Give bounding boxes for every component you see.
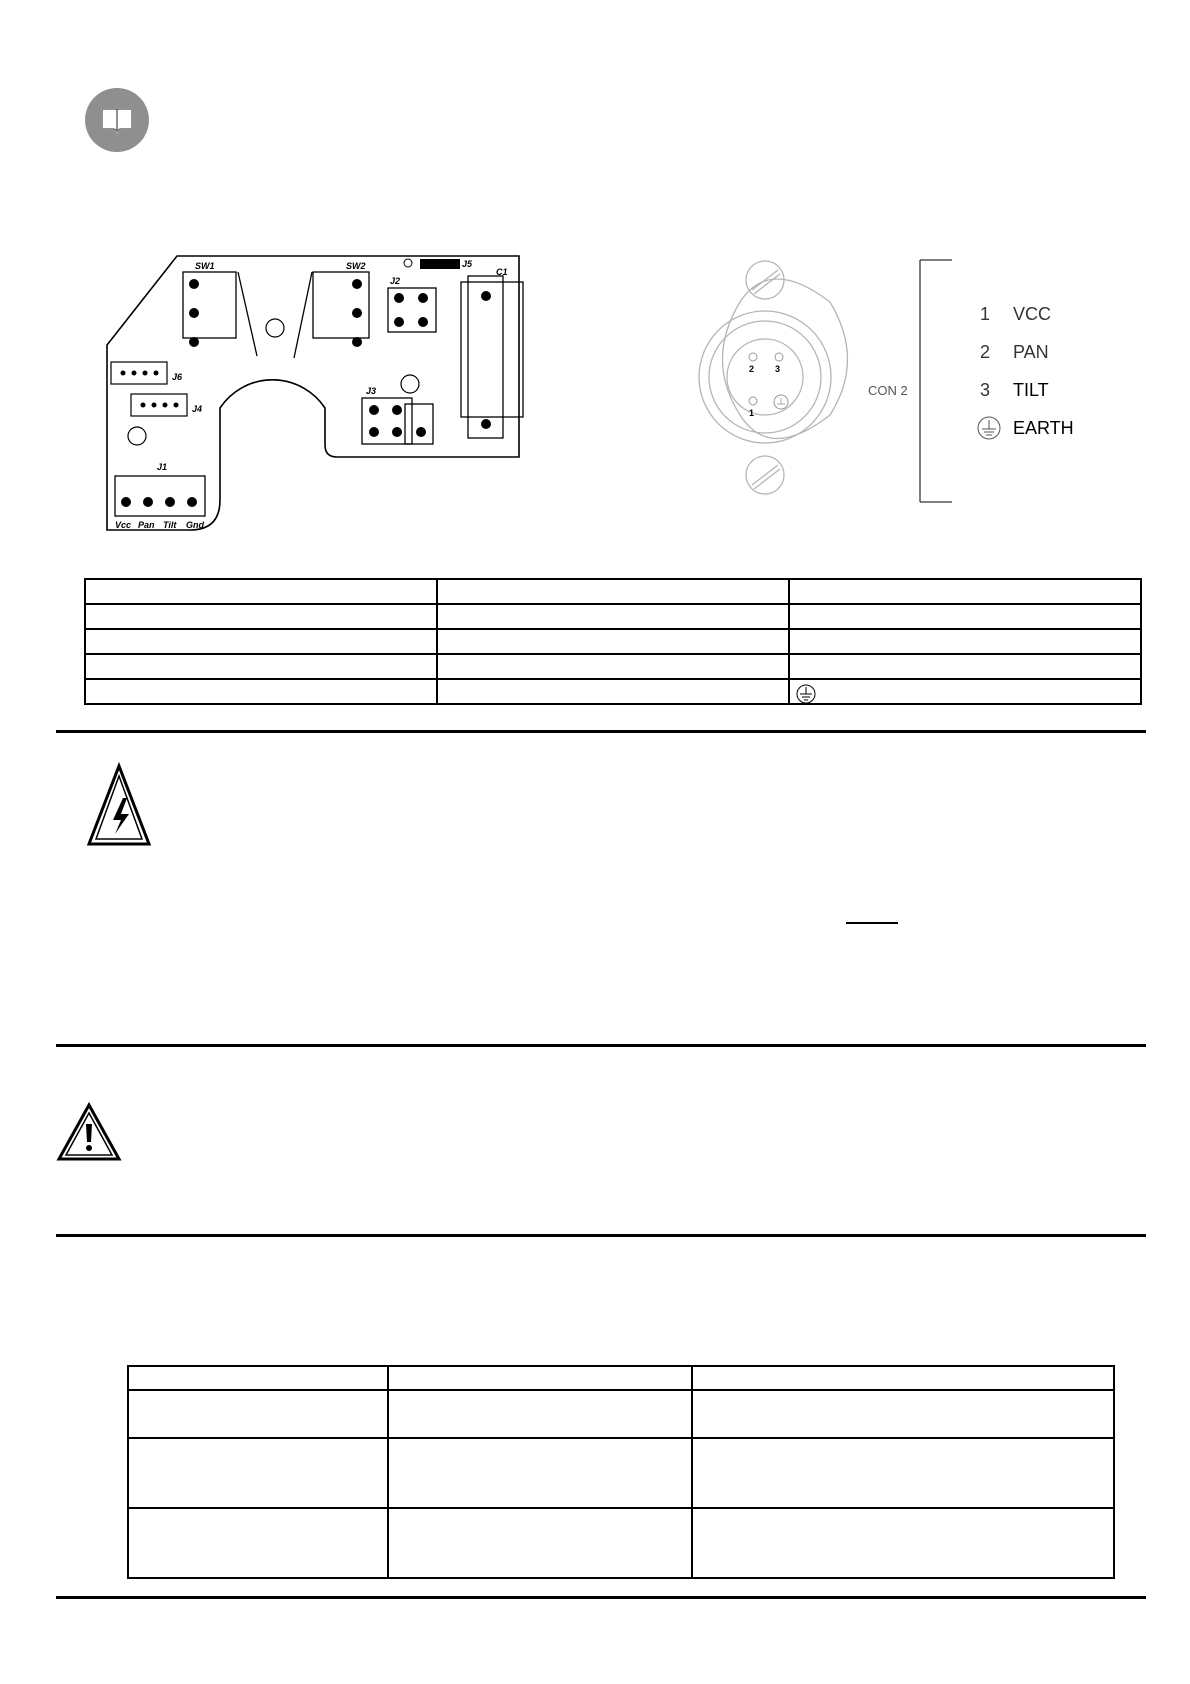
wiring-table-row — [85, 604, 1141, 629]
exclamation-warning-icon — [56, 1102, 122, 1162]
legend-num-3: 3 — [980, 380, 991, 400]
legend-num-2: 2 — [980, 342, 991, 362]
sw2-label: SW2 — [346, 261, 366, 271]
wiring-table-cell — [85, 654, 437, 679]
spec-table-cell — [692, 1366, 1114, 1390]
wiring-table-cell — [789, 579, 1141, 604]
wiring-table-cell — [85, 679, 437, 704]
legend-name-vcc: VCC — [1013, 304, 1052, 324]
pcb-diagram — [95, 250, 555, 540]
spec-table-row — [128, 1390, 1114, 1438]
section-divider — [56, 1234, 1146, 1237]
legend-name-earth: EARTH — [1013, 418, 1074, 438]
spec-table-cell — [388, 1366, 692, 1390]
wiring-table-cell — [789, 629, 1141, 654]
wiring-table-cell — [85, 604, 437, 629]
earth-ground-icon — [978, 417, 1000, 439]
spec-table-row — [128, 1438, 1114, 1508]
spec-table-cell — [388, 1390, 692, 1438]
j1-label: J1 — [157, 462, 168, 472]
section-divider — [56, 730, 1146, 733]
connector-diagram — [680, 250, 1100, 510]
wiring-table-cell — [85, 579, 437, 604]
legend-num-1: 1 — [980, 304, 991, 324]
legend-name-pan: PAN — [1013, 342, 1049, 362]
sw1-label: SW1 — [195, 261, 215, 271]
spec-table-cell — [128, 1508, 388, 1578]
j6-label: J6 — [172, 372, 183, 382]
section-divider — [56, 1044, 1146, 1047]
j1-pin-pan: Pan — [138, 520, 155, 530]
j1-pin-tilt: Tilt — [163, 520, 177, 530]
wiring-table-row — [85, 654, 1141, 679]
spec-table-row — [128, 1508, 1114, 1578]
j5-label: J5 — [462, 259, 473, 269]
wiring-table-row — [85, 629, 1141, 654]
wiring-table-row — [85, 579, 1141, 604]
spec-table-cell — [128, 1390, 388, 1438]
spec-table-cell — [128, 1366, 388, 1390]
wiring-table-cell — [789, 654, 1141, 679]
earth-ground-icon — [796, 684, 816, 704]
wiring-table-cell — [437, 679, 789, 704]
wiring-table — [84, 578, 1142, 705]
wiring-table-cell — [437, 654, 789, 679]
j1-pin-gnd: Gnd — [186, 520, 204, 530]
book-icon — [85, 88, 149, 152]
wiring-table-cell — [789, 604, 1141, 629]
j3-label: J3 — [366, 386, 377, 396]
electric-shock-warning-icon — [86, 762, 152, 848]
wiring-table-cell — [437, 604, 789, 629]
spec-table-cell — [128, 1438, 388, 1508]
section-divider — [56, 1596, 1146, 1599]
wiring-table-cell — [789, 679, 1141, 704]
spec-table-cell — [692, 1508, 1114, 1578]
spec-table-cell — [388, 1508, 692, 1578]
j4-label: J4 — [192, 404, 203, 414]
spec-table-cell — [692, 1438, 1114, 1508]
c1-label: C1 — [496, 267, 508, 277]
wiring-table-row — [85, 679, 1141, 704]
spec-table-cell — [692, 1390, 1114, 1438]
j1-pin-vcc: Vcc — [115, 520, 132, 530]
spec-table — [127, 1365, 1115, 1579]
wiring-table-cell — [437, 579, 789, 604]
legend-name-tilt: TILT — [1013, 380, 1049, 400]
con-pin-2: 2 — [749, 364, 755, 374]
con-pin-1: 1 — [749, 408, 755, 418]
con-pin-3: 3 — [775, 364, 781, 374]
spec-table-row — [128, 1366, 1114, 1390]
spec-table-cell — [388, 1438, 692, 1508]
underlined-text — [846, 918, 898, 924]
wiring-table-cell — [85, 629, 437, 654]
connector-label: CON 2 — [868, 383, 908, 398]
j2-label: J2 — [390, 276, 401, 286]
wiring-table-cell — [437, 629, 789, 654]
